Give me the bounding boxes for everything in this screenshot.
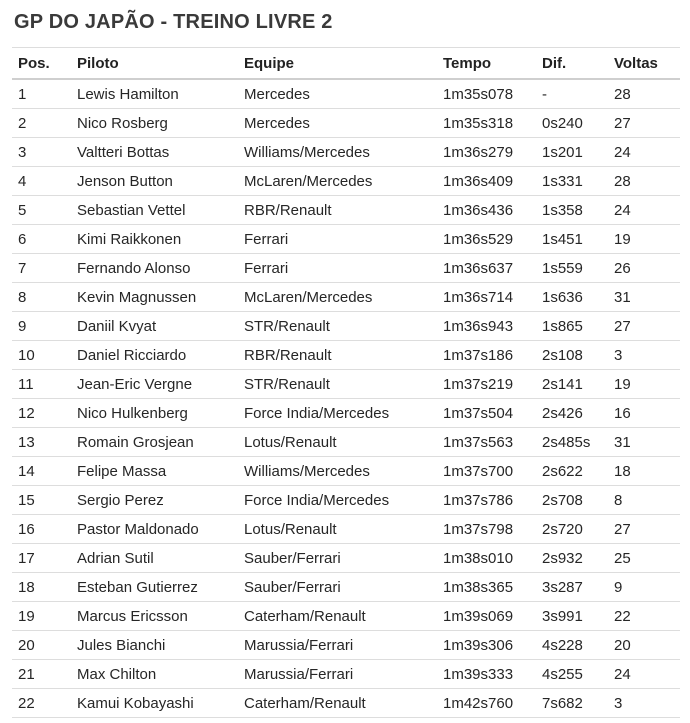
cell-voltas: 3 [608, 341, 680, 370]
cell-tempo: 1m37s700 [437, 457, 536, 486]
cell-equipe: Lotus/Renault [238, 428, 437, 457]
cell-equipe: Caterham/Renault [238, 602, 437, 631]
cell-pos: 12 [12, 399, 71, 428]
table-row [12, 225, 680, 254]
table-row [12, 370, 680, 399]
cell-equipe: Lotus/Renault [238, 515, 437, 544]
table-row [12, 457, 680, 486]
cell-voltas: 24 [608, 138, 680, 167]
cell-dif: 3s287 [536, 573, 608, 602]
cell-dif: 1s636 [536, 283, 608, 312]
cell-dif: 2s485s [536, 428, 608, 457]
cell-pos: 6 [12, 225, 71, 254]
cell-tempo: 1m42s760 [437, 689, 536, 718]
cell-pos: 2 [12, 109, 71, 138]
cell-voltas: 19 [608, 370, 680, 399]
cell-piloto: Kimi Raikkonen [71, 225, 238, 254]
table-row [12, 254, 680, 283]
table-row [12, 602, 680, 631]
cell-equipe: RBR/Renault [238, 196, 437, 225]
cell-piloto: Fernando Alonso [71, 254, 238, 283]
results-table [12, 47, 680, 718]
cell-equipe: Mercedes [238, 79, 437, 109]
page-title: GP DO JAPÃO - TREINO LIVRE 2 [14, 11, 333, 33]
cell-voltas: 20 [608, 631, 680, 660]
cell-pos: 11 [12, 370, 71, 399]
cell-pos: 4 [12, 167, 71, 196]
cell-dif: 2s108 [536, 341, 608, 370]
table-row [12, 167, 680, 196]
cell-dif: 1s201 [536, 138, 608, 167]
header-voltas: Voltas [608, 48, 680, 80]
cell-pos: 22 [12, 689, 71, 718]
table-row [12, 486, 680, 515]
cell-dif: 2s141 [536, 370, 608, 399]
cell-voltas: 16 [608, 399, 680, 428]
cell-pos: 10 [12, 341, 71, 370]
cell-voltas: 27 [608, 312, 680, 341]
cell-voltas: 27 [608, 109, 680, 138]
cell-voltas: 25 [608, 544, 680, 573]
table-row [12, 341, 680, 370]
cell-tempo: 1m36s943 [437, 312, 536, 341]
cell-equipe: STR/Renault [238, 370, 437, 399]
cell-dif: 4s228 [536, 631, 608, 660]
cell-equipe: Ferrari [238, 254, 437, 283]
cell-piloto: Jean-Eric Vergne [71, 370, 238, 399]
cell-equipe: McLaren/Mercedes [238, 167, 437, 196]
header-equipe: Equipe [238, 48, 437, 80]
table-row [12, 283, 680, 312]
cell-equipe: Mercedes [238, 109, 437, 138]
cell-piloto: Felipe Massa [71, 457, 238, 486]
cell-tempo: 1m36s409 [437, 167, 536, 196]
table-row [12, 689, 680, 718]
table-row [12, 109, 680, 138]
cell-dif: 1s331 [536, 167, 608, 196]
cell-dif: 1s358 [536, 196, 608, 225]
table-row [12, 428, 680, 457]
cell-pos: 14 [12, 457, 71, 486]
cell-pos: 9 [12, 312, 71, 341]
cell-piloto: Kevin Magnussen [71, 283, 238, 312]
cell-tempo: 1m39s306 [437, 631, 536, 660]
cell-equipe: Caterham/Renault [238, 689, 437, 718]
cell-pos: 17 [12, 544, 71, 573]
cell-piloto: Lewis Hamilton [71, 79, 238, 109]
cell-equipe: Sauber/Ferrari [238, 544, 437, 573]
cell-tempo: 1m35s318 [437, 109, 536, 138]
cell-equipe: McLaren/Mercedes [238, 283, 437, 312]
cell-tempo: 1m38s010 [437, 544, 536, 573]
cell-voltas: 9 [608, 573, 680, 602]
cell-tempo: 1m35s078 [437, 79, 536, 109]
cell-piloto: Kamui Kobayashi [71, 689, 238, 718]
cell-dif: 1s451 [536, 225, 608, 254]
cell-piloto: Valtteri Bottas [71, 138, 238, 167]
cell-voltas: 31 [608, 283, 680, 312]
table-row [12, 515, 680, 544]
cell-equipe: RBR/Renault [238, 341, 437, 370]
cell-piloto: Pastor Maldonado [71, 515, 238, 544]
cell-pos: 16 [12, 515, 71, 544]
cell-equipe: Force India/Mercedes [238, 486, 437, 515]
cell-dif: 0s240 [536, 109, 608, 138]
table-row [12, 399, 680, 428]
cell-pos: 19 [12, 602, 71, 631]
cell-tempo: 1m39s333 [437, 660, 536, 689]
cell-piloto: Marcus Ericsson [71, 602, 238, 631]
cell-voltas: 8 [608, 486, 680, 515]
table-row [12, 631, 680, 660]
table-row [12, 79, 680, 109]
header-pos: Pos. [12, 48, 71, 80]
cell-tempo: 1m37s219 [437, 370, 536, 399]
header-tempo: Tempo [437, 48, 536, 80]
cell-tempo: 1m36s637 [437, 254, 536, 283]
cell-dif: 2s720 [536, 515, 608, 544]
cell-pos: 20 [12, 631, 71, 660]
cell-tempo: 1m38s365 [437, 573, 536, 602]
cell-dif: - [536, 79, 608, 109]
cell-equipe: Marussia/Ferrari [238, 631, 437, 660]
cell-piloto: Max Chilton [71, 660, 238, 689]
header-dif: Dif. [536, 48, 608, 80]
cell-dif: 2s932 [536, 544, 608, 573]
cell-voltas: 19 [608, 225, 680, 254]
cell-voltas: 18 [608, 457, 680, 486]
cell-tempo: 1m39s069 [437, 602, 536, 631]
cell-voltas: 3 [608, 689, 680, 718]
header-piloto: Piloto [71, 48, 238, 80]
table-row [12, 312, 680, 341]
cell-equipe: STR/Renault [238, 312, 437, 341]
table-body [12, 79, 680, 718]
cell-tempo: 1m37s563 [437, 428, 536, 457]
cell-piloto: Jules Bianchi [71, 631, 238, 660]
cell-dif: 7s682 [536, 689, 608, 718]
cell-piloto: Adrian Sutil [71, 544, 238, 573]
cell-pos: 15 [12, 486, 71, 515]
cell-tempo: 1m36s436 [437, 196, 536, 225]
cell-voltas: 24 [608, 196, 680, 225]
table-row [12, 660, 680, 689]
table-row [12, 544, 680, 573]
cell-voltas: 24 [608, 660, 680, 689]
cell-equipe: Marussia/Ferrari [238, 660, 437, 689]
cell-pos: 1 [12, 79, 71, 109]
cell-piloto: Jenson Button [71, 167, 238, 196]
cell-tempo: 1m37s798 [437, 515, 536, 544]
cell-tempo: 1m36s714 [437, 283, 536, 312]
cell-equipe: Ferrari [238, 225, 437, 254]
cell-dif: 3s991 [536, 602, 608, 631]
cell-voltas: 22 [608, 602, 680, 631]
cell-piloto: Daniil Kvyat [71, 312, 238, 341]
cell-tempo: 1m37s786 [437, 486, 536, 515]
cell-pos: 8 [12, 283, 71, 312]
table-header [12, 48, 680, 80]
header-row [12, 48, 680, 80]
cell-pos: 13 [12, 428, 71, 457]
cell-piloto: Esteban Gutierrez [71, 573, 238, 602]
cell-pos: 5 [12, 196, 71, 225]
cell-dif: 1s559 [536, 254, 608, 283]
cell-voltas: 28 [608, 167, 680, 196]
cell-dif: 1s865 [536, 312, 608, 341]
cell-voltas: 27 [608, 515, 680, 544]
cell-piloto: Nico Rosberg [71, 109, 238, 138]
cell-voltas: 26 [608, 254, 680, 283]
cell-equipe: Sauber/Ferrari [238, 573, 437, 602]
cell-equipe: Williams/Mercedes [238, 138, 437, 167]
cell-piloto: Sebastian Vettel [71, 196, 238, 225]
cell-tempo: 1m37s504 [437, 399, 536, 428]
cell-equipe: Williams/Mercedes [238, 457, 437, 486]
cell-piloto: Sergio Perez [71, 486, 238, 515]
table-row [12, 138, 680, 167]
cell-piloto: Nico Hulkenberg [71, 399, 238, 428]
cell-voltas: 28 [608, 79, 680, 109]
table-row [12, 573, 680, 602]
cell-piloto: Daniel Ricciardo [71, 341, 238, 370]
cell-dif: 4s255 [536, 660, 608, 689]
cell-pos: 3 [12, 138, 71, 167]
table-row [12, 196, 680, 225]
cell-dif: 2s708 [536, 486, 608, 515]
cell-pos: 7 [12, 254, 71, 283]
cell-pos: 21 [12, 660, 71, 689]
cell-dif: 2s426 [536, 399, 608, 428]
cell-piloto: Romain Grosjean [71, 428, 238, 457]
cell-tempo: 1m36s279 [437, 138, 536, 167]
cell-pos: 18 [12, 573, 71, 602]
cell-tempo: 1m36s529 [437, 225, 536, 254]
cell-equipe: Force India/Mercedes [238, 399, 437, 428]
cell-dif: 2s622 [536, 457, 608, 486]
cell-tempo: 1m37s186 [437, 341, 536, 370]
cell-voltas: 31 [608, 428, 680, 457]
